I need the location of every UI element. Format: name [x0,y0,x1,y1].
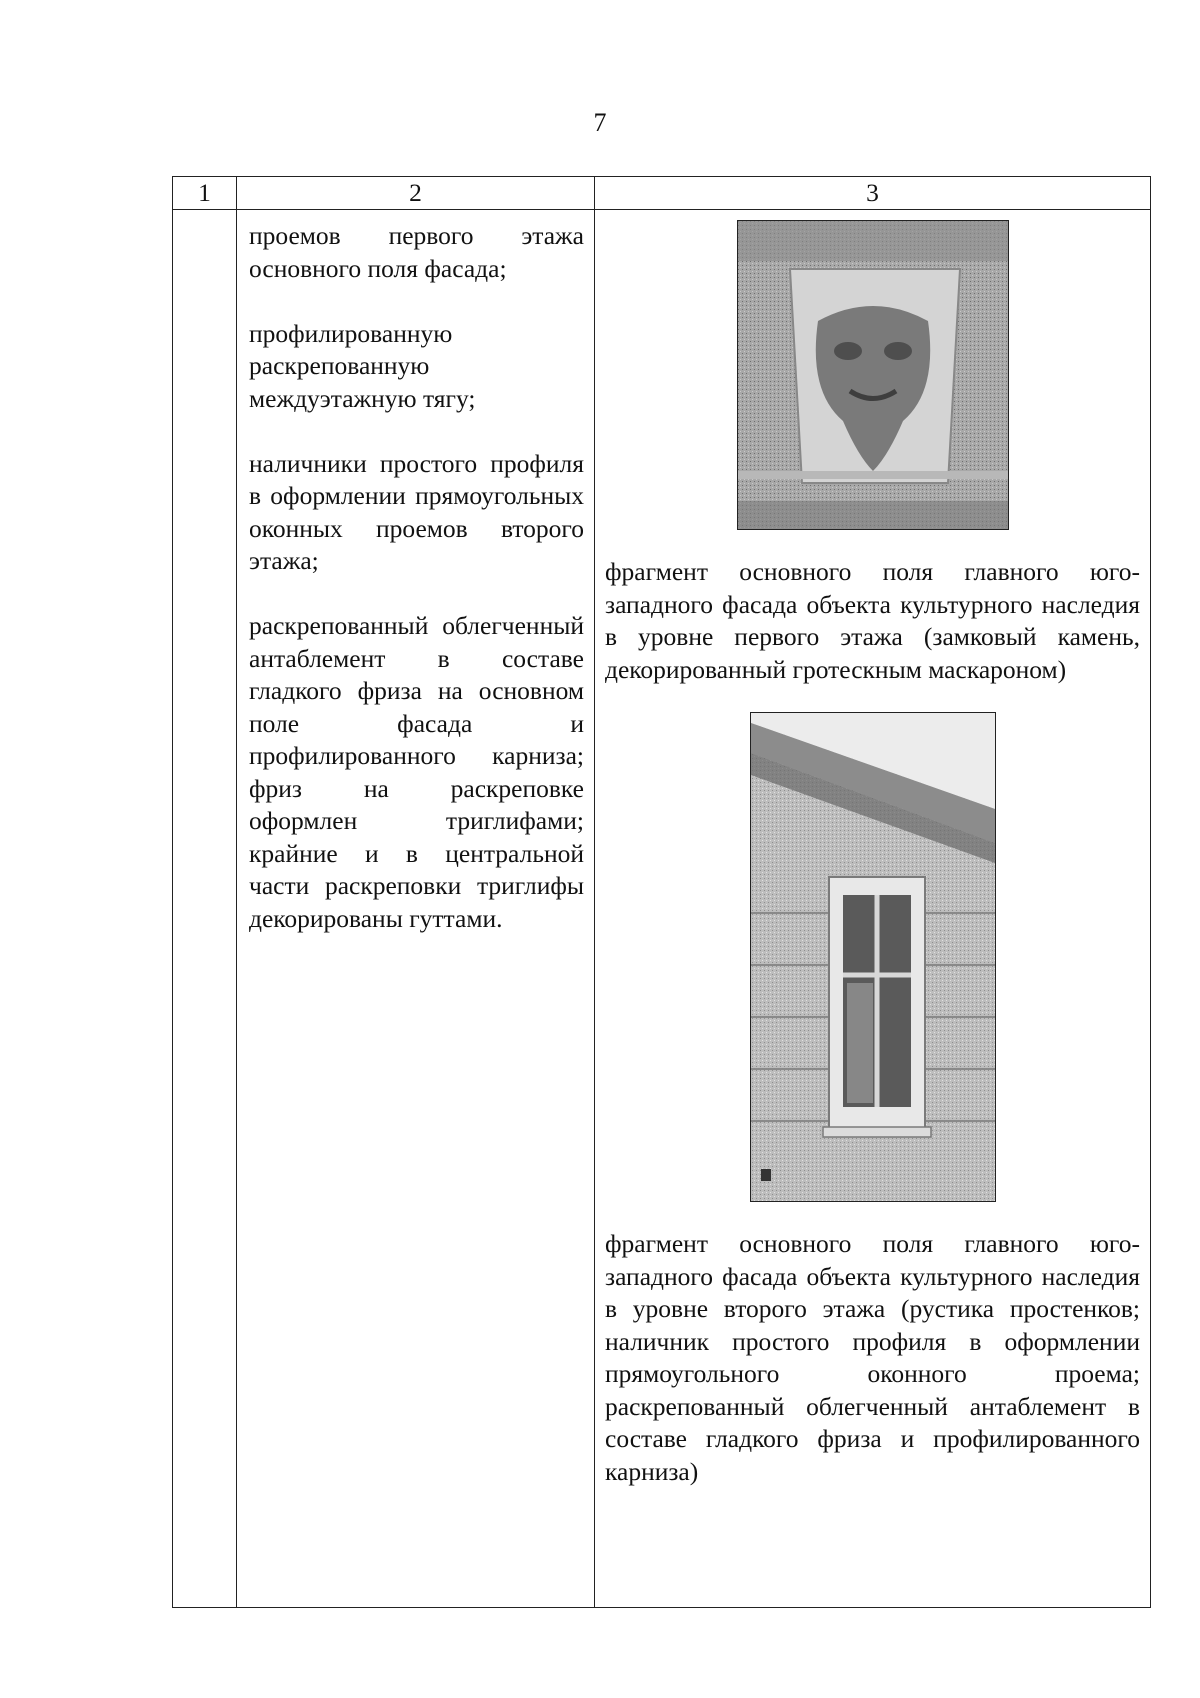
description-paragraph: профилированную раскрепованную междуэтажную тягу; [249,318,476,413]
table-header-row [173,177,1151,210]
header-col-1: 1 [173,177,237,210]
description-paragraph: проемов первого этажа основного поля фасада; [249,221,584,283]
photo1-caption: фрагмент основного поля главного юго-западного фасада объекта культурного наследия в уровне первого этажа (замковый камень, декорированный гротескным маскароном) [605,557,1140,684]
cell-photos [595,210,1151,1608]
keystone-mascaron-photo [737,220,1009,530]
description-paragraph: наличники простого профиля в оформлении прямоугольных оконных проемов второго этажа; [249,448,584,575]
heritage-table [172,176,1151,1608]
table-row [173,210,1151,1608]
page-number: 7 [593,108,607,137]
window-facade-image [751,713,995,1201]
window-facade-photo [750,712,996,1202]
header-col-2: 2 [237,177,595,210]
cell-number [173,210,237,1608]
header-col-3: 3 [595,177,1151,210]
keystone-mascaron-image [738,221,1008,529]
cell-description [237,210,595,1608]
photo2-caption: фрагмент основного поля главного юго-западного фасада объекта культурного наследия в уровне второго этажа (рустика простенков; наличник простого профиля в оформлении прямоугольного оконного проема; раскрепованный облегченный антаблемент в составе гладкого фриза и профилированного карниза) [605,1229,1140,1486]
description-paragraph: раскрепованный облегченный антаблемент в составе гладкого фриза на основном поле фасада и профилированного карниза; фриз на раскреповке оформлен триглифами; крайние и в центральной части раскреповки триглифы декорированы гуттами. [249,611,584,933]
